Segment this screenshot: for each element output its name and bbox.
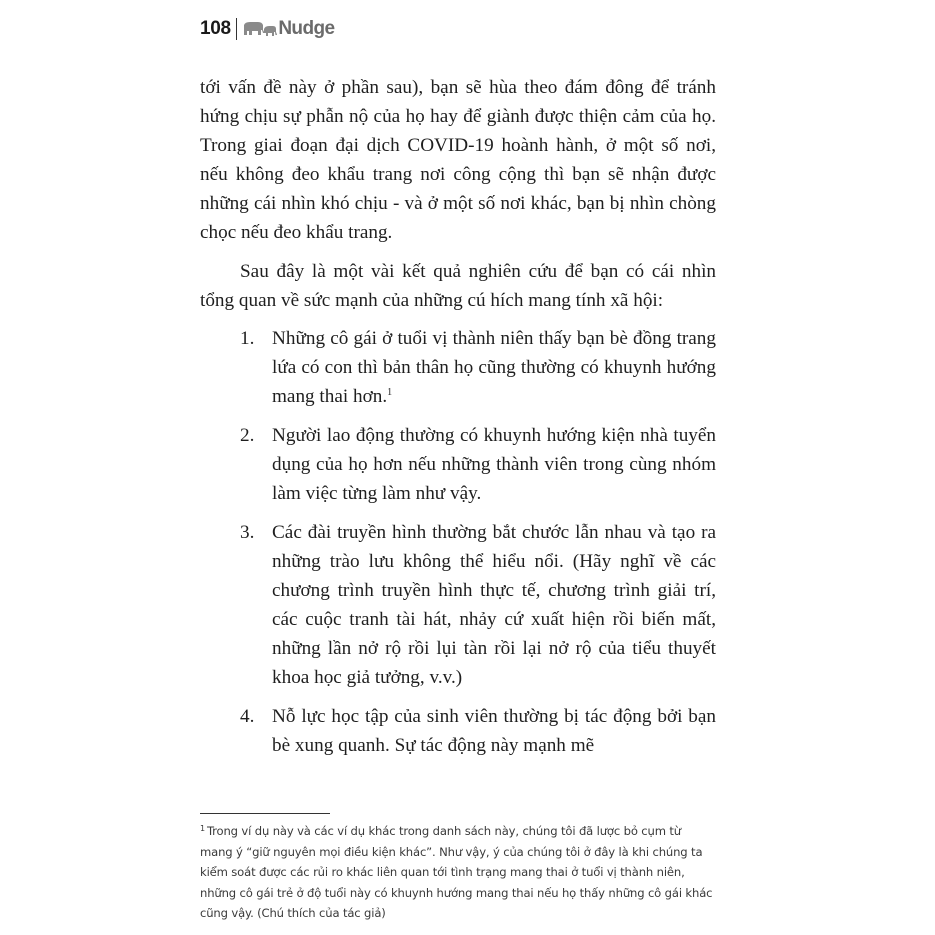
page-body [200,73,716,770]
list-number: 1. [240,328,255,349]
list-item-text: Những cô gái ở tuổi vị thành niên thấy bạn bè đồng trang lứa có con thì bản thân họ cũng thường có khuynh hướng mang thai hơn. [272,328,716,407]
footnote-separator [200,813,330,814]
continuation-paragraph: tới vấn đề này ở phần sau), bạn sẽ hùa theo đám đông để tránh hứng chịu sự phẫn nộ của họ hay để giành được thiện cảm của họ. Trong giai đoạn đại dịch COVID-19 hoành hành, ở một số nơi, nếu không đeo khẩu trang nơi công cộng thì bạn sẽ nhận được những cái nhìn khó chịu - và ở một số nơi khác, bạn bị nhìn chòng chọc nếu đeo khẩu trang. [200,77,716,243]
running-header [200,16,334,42]
book-title: Nudge [278,18,335,39]
list-item-text: Người lao động thường có khuynh hướng kiện nhà tuyển dụng của họ hơn nếu những thành viên trong cùng nhóm làm việc từng làm như vậy. [272,425,716,504]
header-divider [236,18,238,40]
list-number: 3. [240,522,255,543]
elephants-icon [243,21,277,37]
list-item [200,324,716,411]
footnote-text: Trong ví dụ này và các ví dụ khác trong danh sách này, chúng tôi đã lược bỏ cụm từ mang ý “giữ nguyên mọi điều kiện khác”. Như vậy, ý của chúng tôi ở đây là khi chúng ta kiểm soát được các rủi ro khác liên quan tới tình trạng mang thai ở tuổi vị thành niên, những cô gái trẻ ở độ tuổi này có khuynh hướng mang thai nếu họ thấy những cô gái khác cũng vậy. (Chú thích của tác giả) [200,824,713,920]
footnote [200,821,716,924]
page-number: 108 [200,18,231,39]
footnote-reference: 1 [387,387,393,398]
footnote-mark: 1 [200,824,205,833]
list-item [200,702,716,760]
list-item [200,421,716,508]
findings-list [200,324,716,760]
list-item [200,518,716,692]
intro-paragraph: Sau đây là một vài kết quả nghiên cứu để bạn có cái nhìn tổng quan về sức mạnh của những cú hích mang tính xã hội: [200,261,716,311]
list-item-text: Nỗ lực học tập của sinh viên thường bị tác động bởi bạn bè xung quanh. Sự tác động này mạnh mẽ [272,706,716,756]
list-number: 2. [240,425,255,446]
list-item-text: Các đài truyền hình thường bắt chước lẫn nhau và tạo ra những trào lưu không thể hiểu nổi. (Hãy nghĩ về các chương trình truyền hình thực tế, chương trình giải trí, các cuộc tranh tài hát, nhảy cứ xuất hiện rồi biến mất, những lần nở rộ rồi lụi tàn rồi lại nở rộ của tiểu thuyết khoa học giả tưởng, v.v.) [272,522,716,688]
list-number: 4. [240,706,255,727]
